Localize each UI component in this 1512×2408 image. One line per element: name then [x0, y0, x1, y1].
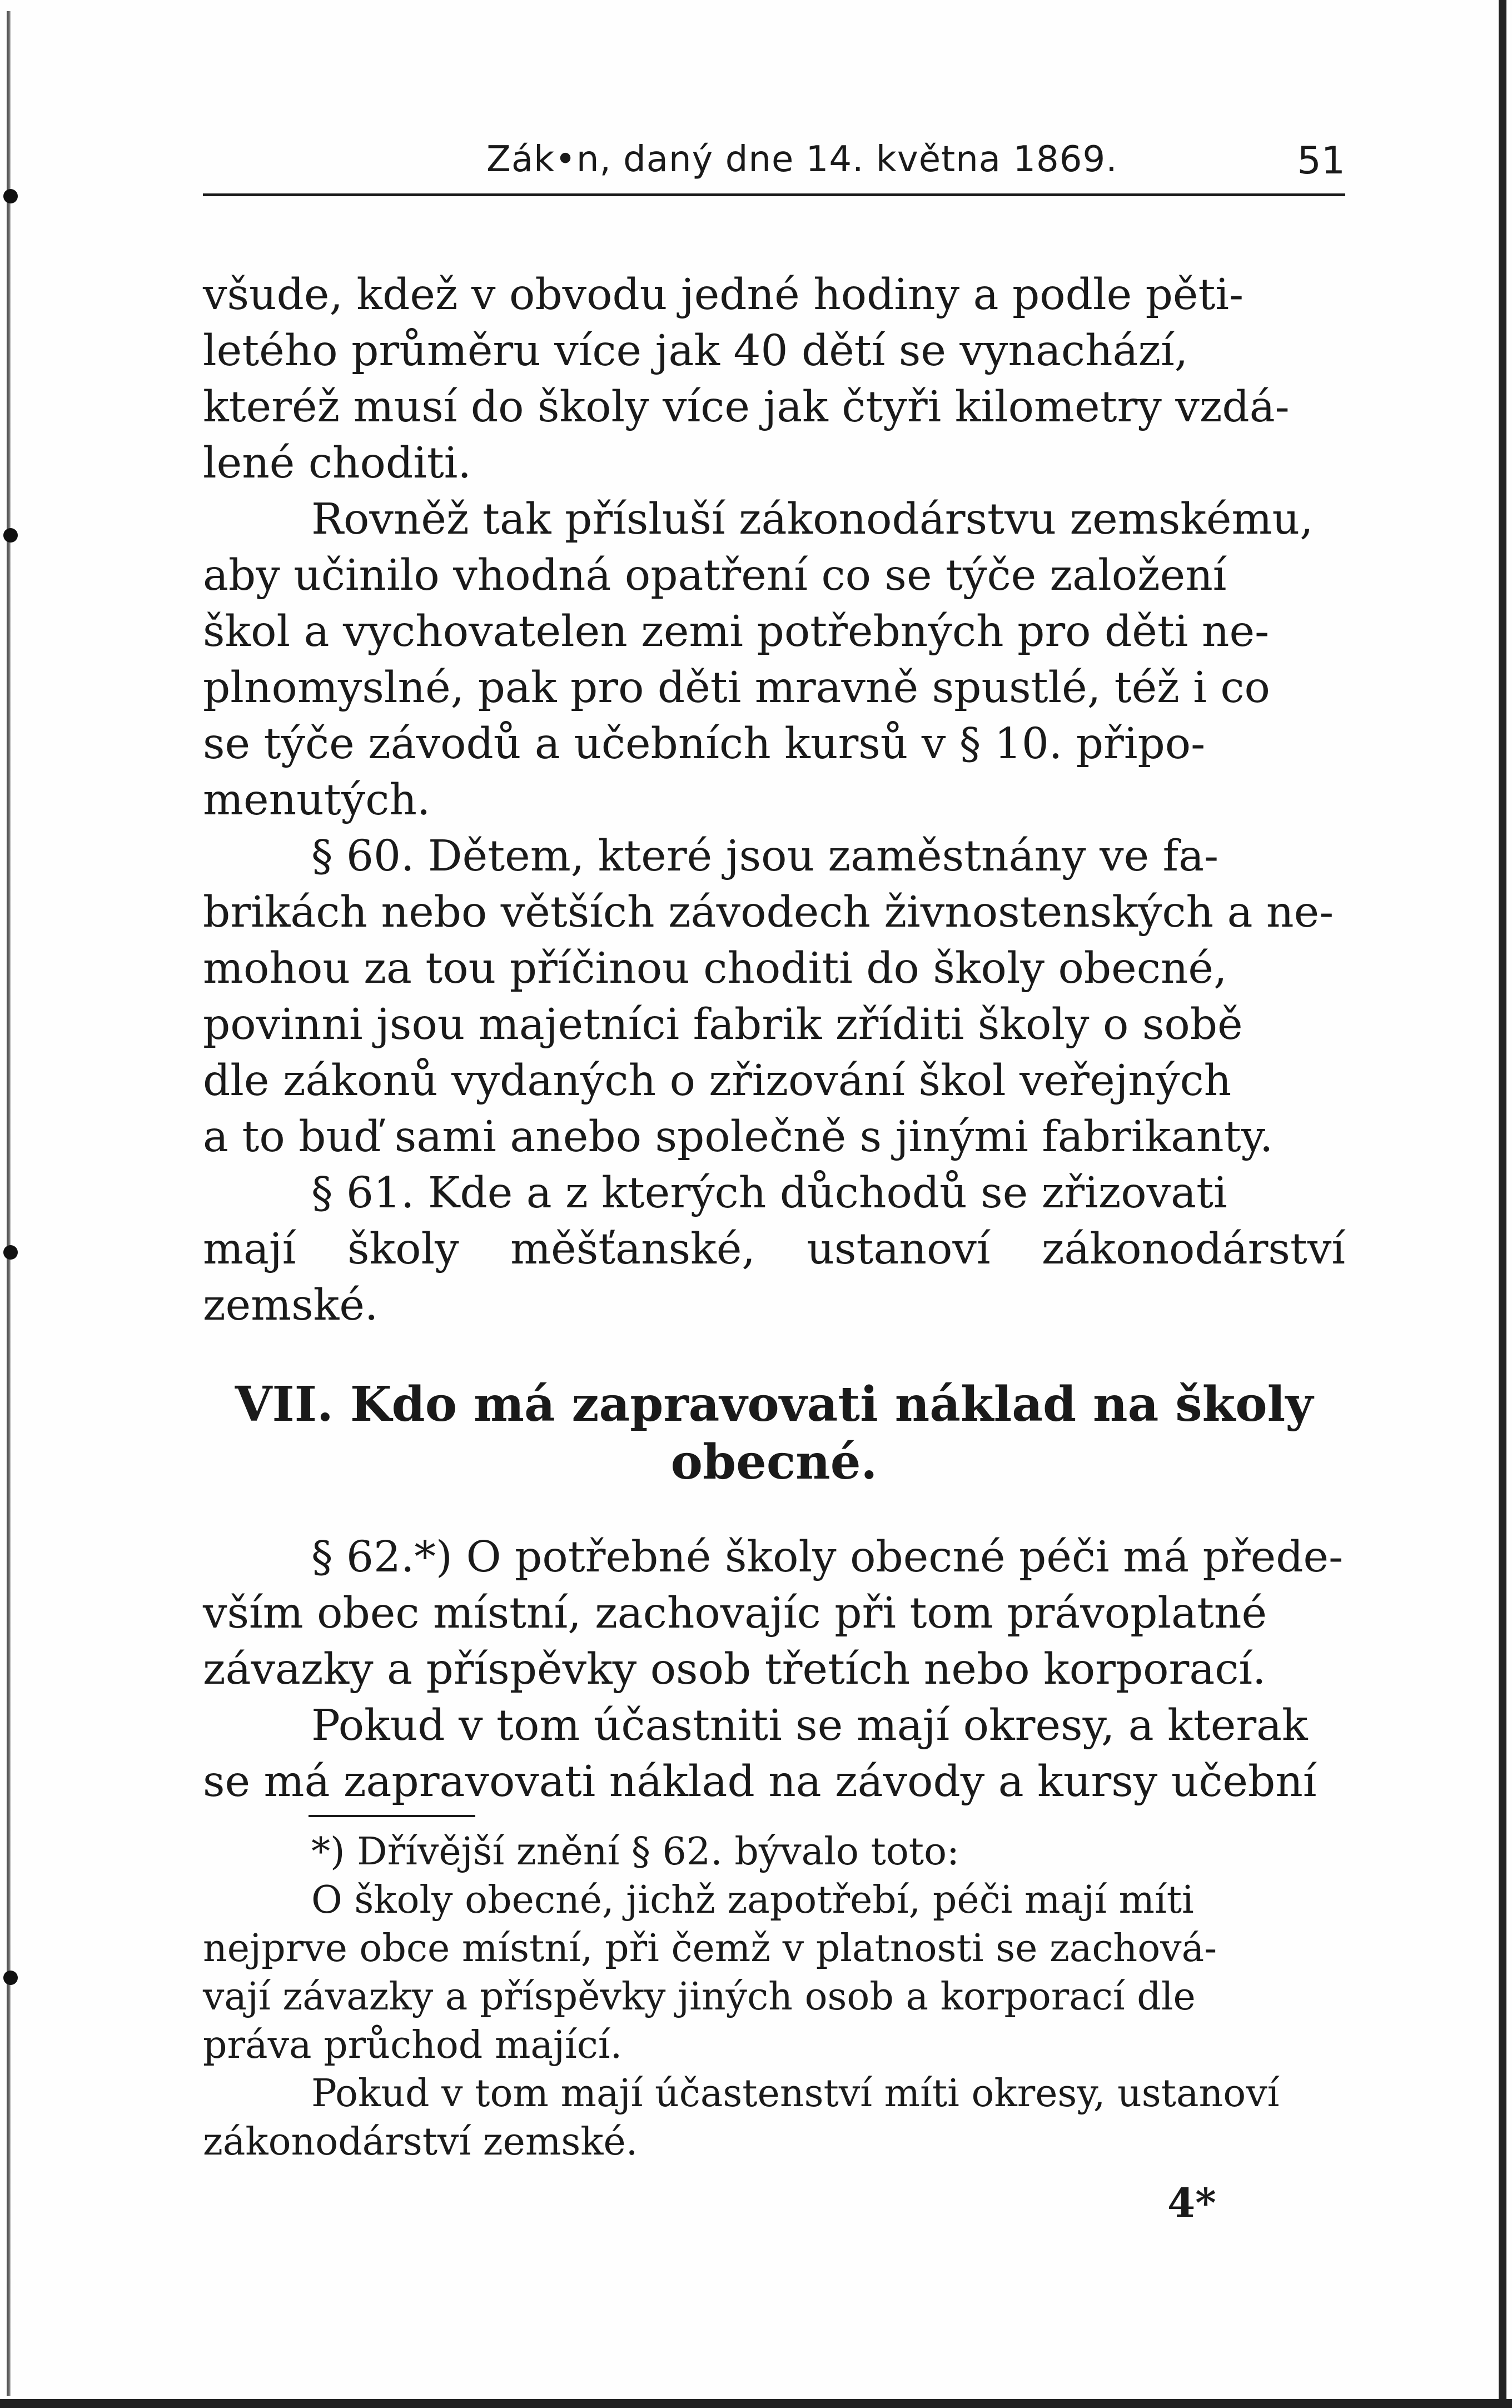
scan-right-edge — [1499, 0, 1506, 2408]
paragraph-continuation: všude, kdež v obvodu jedné hodiny a podle pěti- letého průměru více jak 40 dětí se vynachází, kteréž musí do školy více jak čtyři kilometry vzdá- lené choditi. — [203, 270, 1290, 488]
paragraph-zakonodarstvi: Rovněž tak přísluší zákonodárstvu zemskému, aby učinilo vhodná opatření co se týče založení škol a vychovatelen zemi potřebných pro děti ne- plnomyslné, pak pro děti mravně spustlé, též i co se týče závodů a učebních kursů v § 10. připo- menutých. — [203, 495, 1314, 825]
footnote-rule — [309, 1815, 475, 1817]
scan-left-edge — [7, 11, 11, 2396]
scan-edge-mark — [3, 189, 18, 203]
paragraph-section-62: § 62.*) O potřebné školy obecné péči má přede- vším obec místní, zachovajíc při tom právoplatné závazky a příspěvky osob třetích nebo korporací. — [203, 1533, 1344, 1694]
body-text — [203, 267, 1345, 1810]
scan-edge-mark — [3, 528, 18, 543]
section-heading-vii: VII. Kdo má zapravovati náklad na školy obecné. — [235, 1376, 1314, 1490]
footnote-paragraph: O školy obecné, jichž zapotřebí, péči mají míti nejprve obce místní, při čemž v platnosti se zachová- vají závazky a příspěvky jiných osob a korporací dle práva průchod mající. — [203, 1878, 1217, 2067]
footnotes — [203, 1828, 1345, 2166]
running-header-title: Zák•n, daný dne 14. května 1869. — [486, 139, 1118, 180]
running-header — [203, 139, 1345, 200]
scan-bottom-edge — [0, 2399, 1512, 2408]
footnote-paragraph: Pokud v tom mají účastenství míti okresy, ustanoví zákonodárství zemské. — [203, 2072, 1280, 2164]
footnote-title: *) Dřívější znění § 62. bývalo toto: — [311, 1830, 959, 1874]
paragraph-section-60: § 60. Dětem, které jsou zaměstnány ve fa- brikách nebo větších závodech živnostenských a ne- mohou za tou příčinou choditi do školy obecné, povinni jsou majetníci fabrik zříditi školy o sobě dle zákonů vydaných o zřizování škol veřejných a to buď sami anebo společně s jinými fabrikanty. — [203, 832, 1334, 1162]
signature-mark: 4* — [1167, 2179, 1216, 2226]
paragraph-okresy: Pokud v tom účastniti se mají okresy, a kterak se má zapravovati náklad na závody a kursy učební — [203, 1701, 1317, 1807]
paragraph-section-61: § 61. Kde a z kterých důchodů se zřizovati mají školy měšťanské, ustanoví zákonodárství zemské. — [203, 1168, 1345, 1330]
header-rule — [203, 193, 1345, 196]
page-number: 51 — [1297, 139, 1345, 183]
scan-edge-mark — [3, 1245, 18, 1260]
scan-edge-mark — [3, 1971, 18, 1985]
